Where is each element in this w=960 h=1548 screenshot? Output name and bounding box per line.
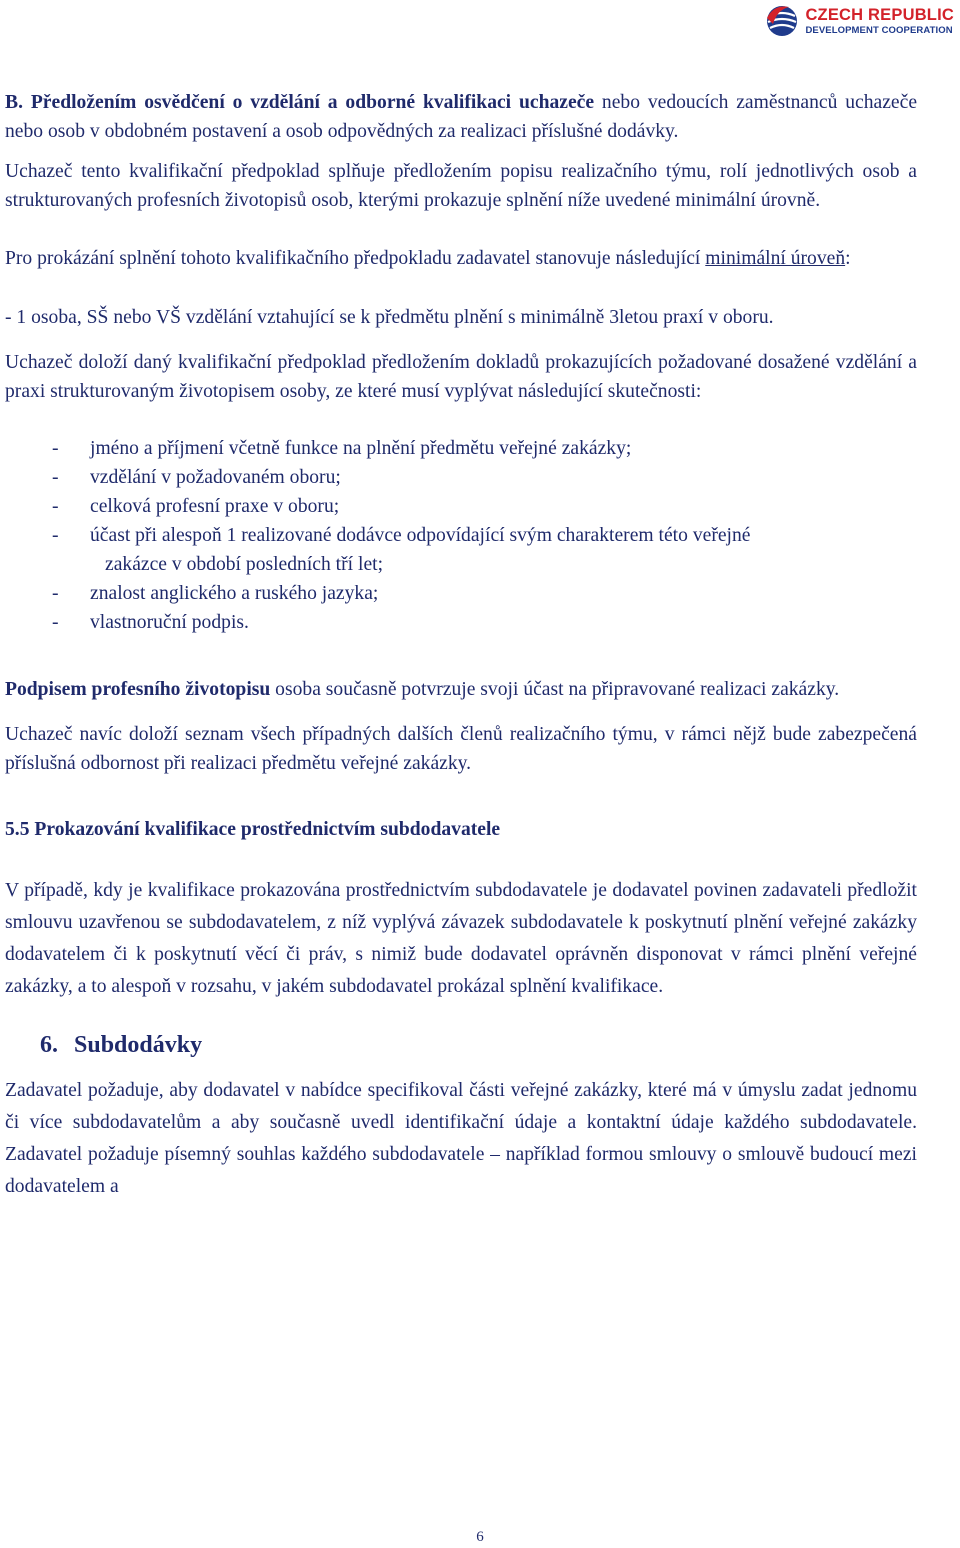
paragraph-signature [5,675,917,704]
paragraph-team-members: Uchazeč navíc doloží seznam všech případných dalších členů realizačního týmu, v rámci nějž bude zabezpečená příslušná odbornost při realizaci předmětu veřejné zakázky. [5,724,917,774]
list-dash: - [52,525,59,546]
list-item [5,463,917,492]
paragraph-signature-rest: osoba současně potvrzuje svoji účast na připravované realizaci zakázky. [270,679,840,700]
section-heading-5-5: 5.5 Prokazování kvalifikace prostřednictvím subdodavatele [5,819,501,840]
paragraph-subcontractor-qualification: V případě, kdy je kvalifikace prokazována prostřednictvím subdodavatele je dodavatel povinen zadavateli předložit smlouvu uzavřenou se subdodavatelem, z níž vyplývá závazek subdodavatele k poskytnutí plnění veřejné zakázky dodavatelem či k poskytnutí věcí či práv, s nimiž bude dodavatel oprávněn disponovat v rámci plnění veřejné zakázky, a to alespoň v rozsahu, v jakém subdodavatel prokázal splnění kvalifikace. [5,880,917,997]
list-item-text: vlastnoruční podpis. [90,612,249,633]
globe-icon [765,4,799,38]
paragraph-signature-bold: Podpisem profesního životopisu [5,679,271,700]
requirements-list [5,434,917,637]
paragraph-minimum-level [5,244,917,273]
logo-title: CZECH REPUBLIC [805,5,954,24]
paragraph-b-rest: nebo vedoucích zaměstnanců uchazeče nebo osob v obdobném postavení a osob odpovědných za realizaci příslušné dodávky. [5,92,918,142]
header-logo [765,4,954,38]
chapter-title: Subdodávky [74,1032,203,1058]
paragraph-minimum-end: : [845,248,851,269]
list-dash: - [52,467,59,488]
paragraph-person: - 1 osoba, SŠ nebo VŠ vzdělání vztahující se k předmětu plnění s minimálně 3letou praxí v oboru. [5,307,774,328]
list-item-text: jméno a příjmení včetně funkce na plnění předmětu veřejné zakázky; [90,438,632,459]
paragraph-documents: Uchazeč doloží daný kvalifikační předpoklad předložením dokladů prokazujících požadované dosažené vzdělání a praxi strukturovaným životopisem osoby, ze které musí vyplývat následující skutečnosti: [5,352,917,402]
list-dash: - [52,438,59,459]
list-item [5,521,917,579]
list-item-text: vzdělání v požadovaném oboru; [90,467,341,488]
paragraph-subcontracting: Zadavatel požaduje, aby dodavatel v nabídce specifikoval části veřejné zakázky, které má v úmyslu zadat jednomu či více subdodavatelům a aby současně uvedl identifikační údaje a kontaktní údaje každého subdodavatele. Zadavatel požaduje písemný souhlas každého subdodavatele – například formou smlouvy o smlouvě budoucí mezi dodavatelem a [5,1080,917,1197]
list-item-continuation: zakázce v období posledních tří let; [105,554,384,575]
chapter-number: 6. [40,1032,58,1058]
list-item-text: celková profesní praxe v oboru; [90,496,340,517]
document-body [5,88,917,1203]
list-item [5,579,917,608]
paragraph-minimum-underline: minimální úroveň [705,248,846,269]
page-number: 6 [476,1529,484,1545]
list-item-text: znalost anglického a ruského jazyka; [90,583,379,604]
list-item [5,492,917,521]
paragraph-b-lead: B. [5,92,31,113]
list-dash: - [52,496,59,517]
list-dash: - [52,612,59,633]
paragraph-b-bold: Předložením osvědčení o vzdělání a odborné kvalifikaci uchazeče [30,92,595,113]
chapter-heading-6 [5,1029,917,1061]
logo-subtitle: DEVELOPMENT COOPERATION [805,25,953,36]
paragraph-team: Uchazeč tento kvalifikační předpoklad splňuje předložením popisu realizačního týmu, rolí jednotlivých osob a strukturovaných profesních životopisů osob, kterými prokazuje splnění níže uvedené minimální úrovně. [5,161,917,211]
list-item-text: účast při alespoň 1 realizované dodávce odpovídající svým charakterem této veřejné [90,525,751,546]
paragraph-minimum-text: Pro prokázání splnění tohoto kvalifikačního předpokladu zadavatel stanovuje následující [5,248,706,269]
list-dash: - [52,583,59,604]
list-item [5,608,917,637]
paragraph-b [5,88,917,146]
list-item [5,434,917,463]
